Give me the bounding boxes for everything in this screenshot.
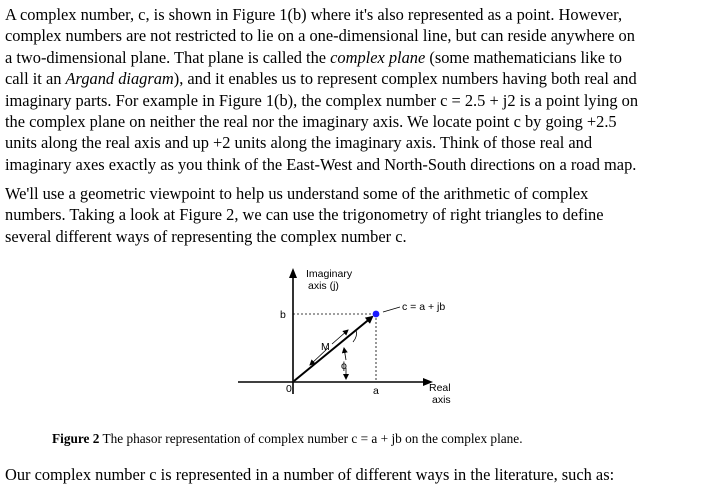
- text-line: A complex number, c, is shown in Figure 1(b) where it's also represented as a point. However,: [5, 5, 623, 24]
- italic-term: complex plane: [330, 47, 426, 67]
- figure-caption: [52, 431, 712, 447]
- text-line: several different ways of representing the complex number c.: [5, 226, 407, 246]
- italic-term: Argand diagram: [65, 69, 174, 89]
- text-segment: call it an: [5, 69, 66, 89]
- magnitude-label: M: [321, 341, 330, 353]
- angle-label: ϕ: [341, 360, 347, 372]
- angle-arrow-top: [344, 348, 346, 360]
- b-label: b: [280, 309, 286, 321]
- point-label: c = a + jb: [402, 301, 446, 313]
- figure-phasor-diagram: [228, 264, 478, 414]
- paragraph-geometric-viewpoint: [5, 183, 717, 247]
- text-line: [5, 68, 717, 89]
- real-axis-label-1: Real: [429, 382, 451, 394]
- complex-point-c: [373, 311, 380, 318]
- text-line: units along the real axis and up +2 units along the imaginary axis. Think of those real and: [5, 133, 593, 153]
- imaginary-axis-arrow-icon: [289, 268, 297, 278]
- point-label-leader: [383, 307, 400, 312]
- text-line: numbers. Taking a look at Figure 2, we can use the trigonometry of right triangles to define: [5, 205, 604, 225]
- a-label: a: [373, 385, 379, 397]
- text-segment: ), and it enables us to represent complex numbers having both real and: [173, 69, 637, 89]
- text-line: imaginary parts. For example in Figure 1(b), the complex number c = 2.5 + j2 is a point lying on: [5, 90, 639, 110]
- paragraph-representations: [5, 464, 717, 485]
- paragraph-complex-plane: [5, 4, 717, 175]
- text-line: the complex plane on neither the real nor the imaginary axis. We locate point c by going +2.5: [5, 112, 617, 132]
- text-line: We'll use a geometric viewpoint to help us understand some of the arithmetic of complex: [5, 184, 589, 203]
- caption-label: Figure 2: [52, 431, 100, 446]
- text-line: Our complex number c is represented in a number of different ways in the literature, such as:: [5, 465, 615, 484]
- text-line: imaginary axes exactly as you think of the East-West and North-South directions on a road map.: [5, 154, 637, 174]
- text-line: complex numbers are not restricted to lie on a one-dimensional line, but can reside anywhere on: [5, 26, 635, 46]
- magnitude-arrow-upper: [332, 330, 348, 344]
- caption-text: The phasor representation of complex number c = a + jb on the complex plane.: [99, 431, 523, 446]
- text-line: [5, 47, 717, 68]
- imaginary-axis-label-2: axis (j): [308, 280, 339, 292]
- imaginary-axis-label-1: Imaginary: [306, 268, 353, 280]
- origin-label: 0: [286, 383, 292, 395]
- text-segment: (some mathematicians like to: [425, 47, 622, 67]
- real-axis-label-2: axis: [432, 394, 451, 406]
- text-segment: a two-dimensional plane. That plane is called the: [5, 47, 331, 67]
- phasor-vector: [294, 317, 372, 381]
- phasor-diagram-svg: [228, 264, 478, 414]
